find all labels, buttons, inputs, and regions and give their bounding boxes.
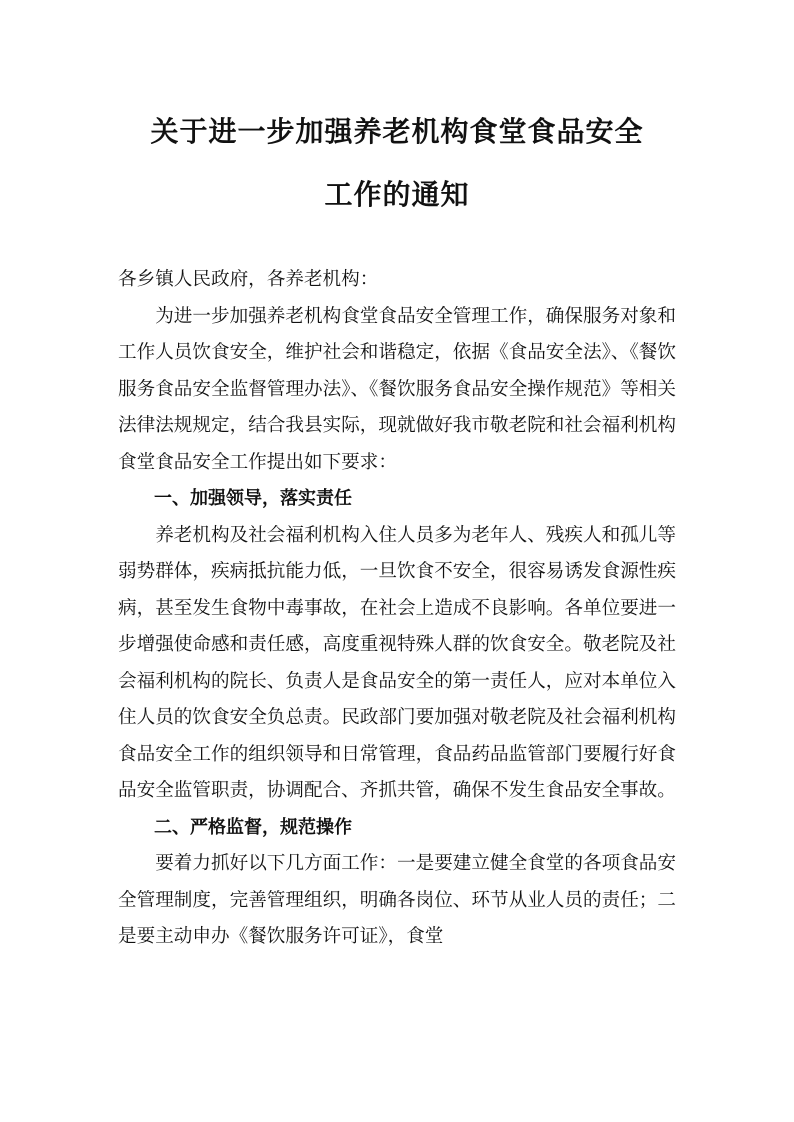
section-2-heading: 二、严格监督，规范操作 — [154, 816, 352, 838]
document-title-line-1: 关于进一步加强养老机构食堂食品安全 — [150, 115, 644, 148]
section-1-heading: 一、加强领导，落实责任 — [154, 488, 352, 509]
section-1-paragraph: 养老机构及社会福利机构入住人员多为老年人、残疾人和孤儿等弱势群体，疾病抵抗能力低，一旦饮食不安全，很容易诱发食源性疾病，甚至发生食物中毒事故，在社会上造成不良影响。各单位要进一步增强使命感和责任感，高度重视特殊人群的饮食安全。敬老院及社会福利机构的院长、负责人是食品安全的第一责任人，应对本单位入住人员的饮食安全负总责。民政部门要加强对敬老院及社会福利机构食品安全工作的组织领导和日常管理，食品药品监管部门要履行好食品安全监管职责，协调配合、齐抓共管，确保不发生食品安全事故。 — [118, 524, 676, 801]
intro-paragraph: 为进一步加强养老机构食堂食品安全管理工作，确保服务对象和工作人员饮食安全，维护社会和谐稳定，依据《食品安全法》、《餐饮服务食品安全监督管理办法》、《餐饮服务食品安全操作规范》等相关法律法规规定，结合我县实际，现就做好我市敬老院和社会福利机构食堂食品安全工作提出如下要求： — [118, 305, 676, 473]
section-2-paragraph: 要着力抓好以下几方面工作：一是要建立健全食堂的各项食品安全管理制度，完善管理组织，明确各岗位、环节从业人员的责任；二是要主动申办《餐饮服务许可证》，食堂 — [118, 853, 676, 947]
document-body — [118, 262, 676, 956]
salutation: 各乡镇人民政府，各养老机构： — [118, 269, 379, 290]
document-title-line-2: 工作的通知 — [324, 178, 470, 211]
